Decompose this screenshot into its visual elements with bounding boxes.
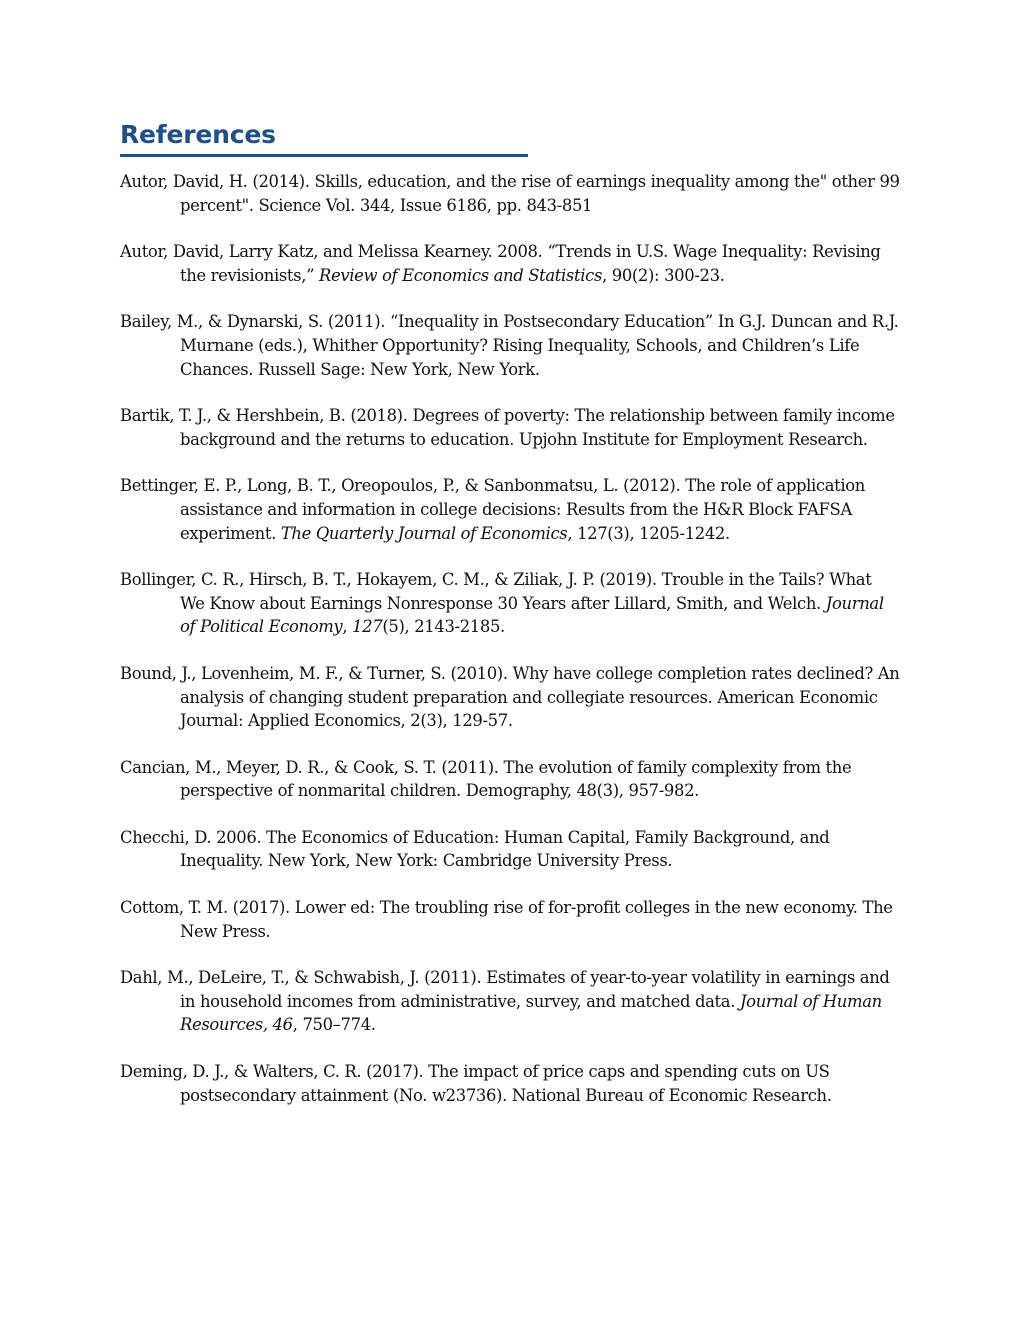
reference-text: Checchi, D. 2006. The Economics of Education: Human Capital, Family Background, and Inequality. New York, New York: Cambridge University Press.	[120, 827, 830, 871]
reference-text: , 127(3), 1205-1242.	[567, 523, 730, 543]
reference-text: Deming, D. J., & Walters, C. R. (2017). The impact of price caps and spending cuts on US postsecondary attainment (No. w23736). National Bureau of Economic Research.	[120, 1062, 832, 1105]
reference-entry	[120, 240, 900, 287]
reference-list	[120, 170, 900, 1107]
references-page	[120, 120, 900, 1130]
reference-italic-text: Review of Economics and Statistics	[318, 265, 603, 285]
reference-italic-text: Journal of Human Resources, 46	[180, 991, 882, 1035]
reference-text: Autor, David, Larry Katz, and Melissa Kearney. 2008. “Trends in U.S. Wage Inequality: Revising the revisionists,”	[120, 242, 881, 285]
reference-text: Cottom, T. M. (2017). Lower ed: The troubling rise of for-profit colleges in the new economy. The New Press.	[120, 898, 893, 941]
reference-text: , 90(2): 300-23.	[602, 265, 725, 285]
reference-text: (5), 2143-2185.	[382, 617, 505, 637]
reference-text: Bailey, M., & Dynarski, S. (2011). “Inequality in Postsecondary Education” In G.J. Duncan and R.J. Murnane (eds.), Whither Opportunity? Rising Inequality, Schools, and Children’s Life Chances. Russell Sage: New York, New York.	[120, 312, 899, 379]
reference-entry	[120, 170, 900, 217]
reference-text: , 750–774.	[292, 1015, 376, 1035]
reference-text: Dahl, M., DeLeire, T., & Schwabish, J. (2011). Estimates of year-to-year volatility in earnings and in household incomes from administrative, survey, and matched data.	[120, 968, 890, 1011]
page-title: References	[120, 120, 276, 149]
heading-underline	[120, 154, 528, 157]
reference-entry	[120, 310, 900, 381]
reference-text: Cancian, M., Meyer, D. R., & Cook, S. T. (2011). The evolution of family complexity from the perspective of nonmarital children. Demography, 48(3), 957-982.	[120, 757, 852, 801]
reference-text: ,	[342, 617, 353, 637]
reference-text: Autor, David, H. (2014). Skills, education, and the rise of earnings inequality among the" other 99 percent". Science Vol. 344, Issue 6186, pp. 843-851	[120, 172, 900, 215]
reference-text: Bettinger, E. P., Long, B. T., Oreopoulos, P., & Sanbonmatsu, L. (2012). The role of application assistance and information in college decisions: Results from the H&R Block FAFSA experiment.	[120, 476, 865, 543]
reference-text: Bollinger, C. R., Hirsch, B. T., Hokayem, C. M., & Ziliak, J. P. (2019). Trouble in the Tails? What We Know about Earnings Nonresponse 30 Years after Lillard, Smith, and Welch.	[120, 570, 872, 613]
reference-entry	[120, 568, 900, 639]
reference-text: Bartik, T. J., & Hershbein, B. (2018). Degrees of poverty: The relationship between family income background and the returns to education. Upjohn Institute for Employment Research.	[120, 406, 895, 449]
reference-entry	[120, 404, 900, 451]
reference-entry	[120, 826, 900, 873]
reference-entry	[120, 474, 900, 545]
reference-entry	[120, 1060, 900, 1107]
reference-entry	[120, 662, 900, 733]
reference-text: Bound, J., Lovenheim, M. F., & Turner, S. (2010). Why have college completion rates declined? An analysis of changing student preparation and collegiate resources. American Economic Journal: Applied Economics, 2(3), 129-57.	[120, 663, 900, 731]
reference-italic-text: 127	[352, 617, 383, 637]
reference-italic-text: The Quarterly Journal of Economics	[280, 523, 568, 543]
reference-italic-text: Journal of Political Economy	[180, 593, 884, 637]
reference-entry	[120, 756, 900, 803]
reference-entry	[120, 896, 900, 943]
reference-entry	[120, 966, 900, 1037]
